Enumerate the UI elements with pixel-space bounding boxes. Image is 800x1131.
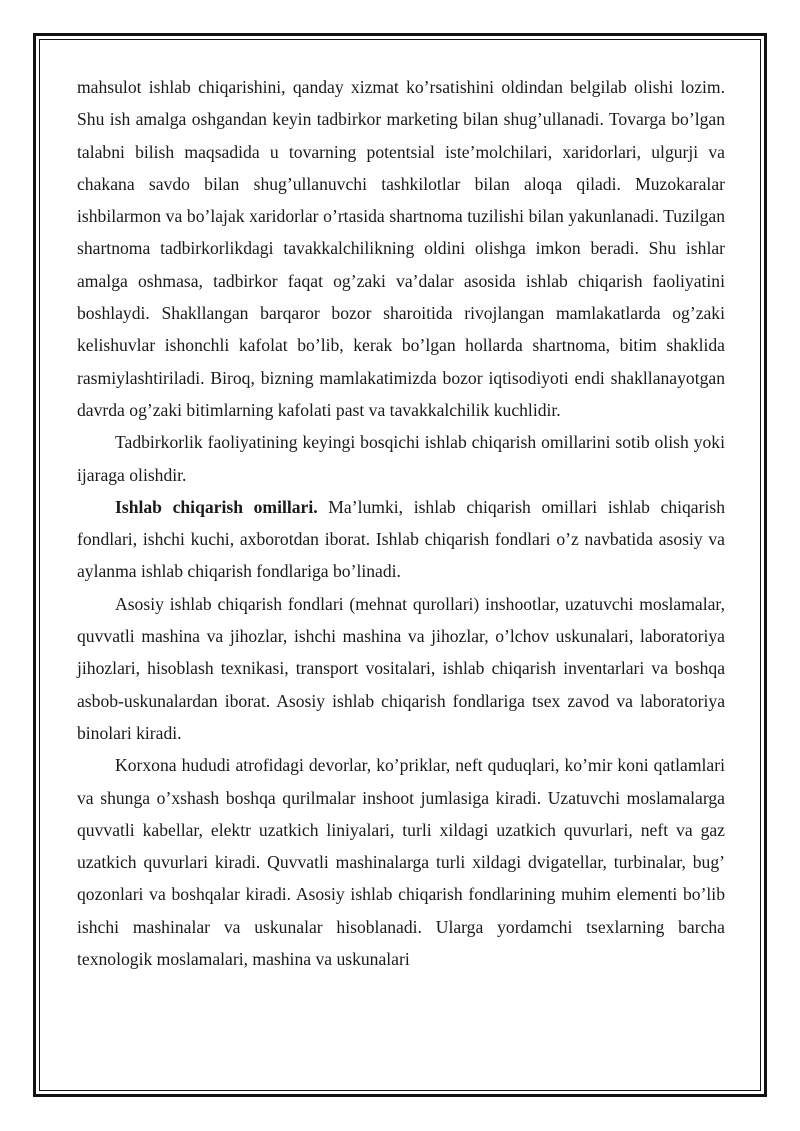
paragraph-3-text: Ma’lumki, ishlab chiqarish omillari ishlab chiqarish fondlari, ishchi kuchi, axborotdan iborat. Ishlab chiqarish fondlari o’z navbatida asosiy va aylanma ishlab chiqarish fondlariga bo’linadi. (77, 496, 725, 582)
paragraph-3 (77, 491, 725, 588)
paragraph-2 (77, 426, 725, 491)
paragraph-1-text: mahsulot ishlab chiqarishini, qanday xizmat ko’rsatishini oldindan belgilab olishi lozim. Shu ish amalga oshgandan keyin tadbirkor marketing bilan shug’ullanadi. Tovarga bo’lgan talabni bilish maqsadida u tovarning potentsial iste’molchilari, xaridorlari, ulgurji va chakana savdo bilan shug’ullanuvchi tashkilotlar bilan aloqa qiladi. Muzokaralar ishbilarmon va bo’lajak xaridorlar o’rtasida shartnoma tuzilishi bilan yakunlanadi. Tuzilgan shartnoma tadbirkorlikdagi tavakkalchilikning oldini olishga imkon beradi. Shu ishlar amalga oshmasa, tadbirkor faqat og’zaki va’dalar asosida ishlab chiqarish faoliyatini boshlaydi. Shakllangan barqaror bozor sharoitida rivojlangan mamlakatlarda og’zaki kelishuvlar ishonchli kafolat bo’lib, kerak bo’lgan hollarda shartnoma, bitim shaklida rasmiylashtiriladi. Biroq, bizning mamlakatimizda bozor iqtisodiyoti endi shakllanayotgan davrda og’zaki bitimlarning kafolati past va tavakkalchilik kuchlidir. (77, 77, 725, 420)
paragraph-5-text: Korxona hududi atrofidagi devorlar, ko’priklar, neft quduqlari, ko’mir koni qatlamlari va shunga o’xshash boshqa qurilmalar inshoot jumlasiga kiradi. Uzatuvchi moslamalarga quvvatli kabellar, elektr uzatkich liniyalari, turli xildagi uzatkich quvurlari, neft va gaz uzatkich quvurlari kiradi. Quvvatli mashinalarga turli xildagi dvigatellar, turbinalar, bug’ qozonlari va boshqalar kiradi. Asosiy ishlab chiqarish fondlarining muhim elementi bo’lib ishchi mashinalar va uskunalar hisoblanadi. Ularga yordamchi tsexlarning barcha texnologik moslamalari, mashina va uskunalari (77, 755, 725, 970)
section-heading: Ishlab chiqarish omillari. (115, 496, 318, 517)
paragraph-4-text: Asosiy ishlab chiqarish fondlari (mehnat qurollari) inshootlar, uzatuvchi moslamalar, quvvatli mashina va jihozlar, ishchi mashina va jihozlar, o’lchov uskunalari, laboratoriya jihozlari, hisoblash texnikasi, transport vositalari, ishlab chiqarish inventarlari va boshqa asbob-uskunalardan iborat. Asosiy ishlab chiqarish fondlariga tsex zavod va laboratoriya binolari kiradi. (77, 593, 725, 743)
paragraph-1 (77, 71, 725, 426)
paragraph-5 (77, 749, 725, 975)
paragraph-2-text: Tadbirkorlik faoliyatining keyingi bosqichi ishlab chiqarish omillarini sotib olish yoki ijaraga olishdir. (77, 432, 725, 485)
paragraph-4 (77, 588, 725, 749)
document-body (77, 71, 725, 975)
